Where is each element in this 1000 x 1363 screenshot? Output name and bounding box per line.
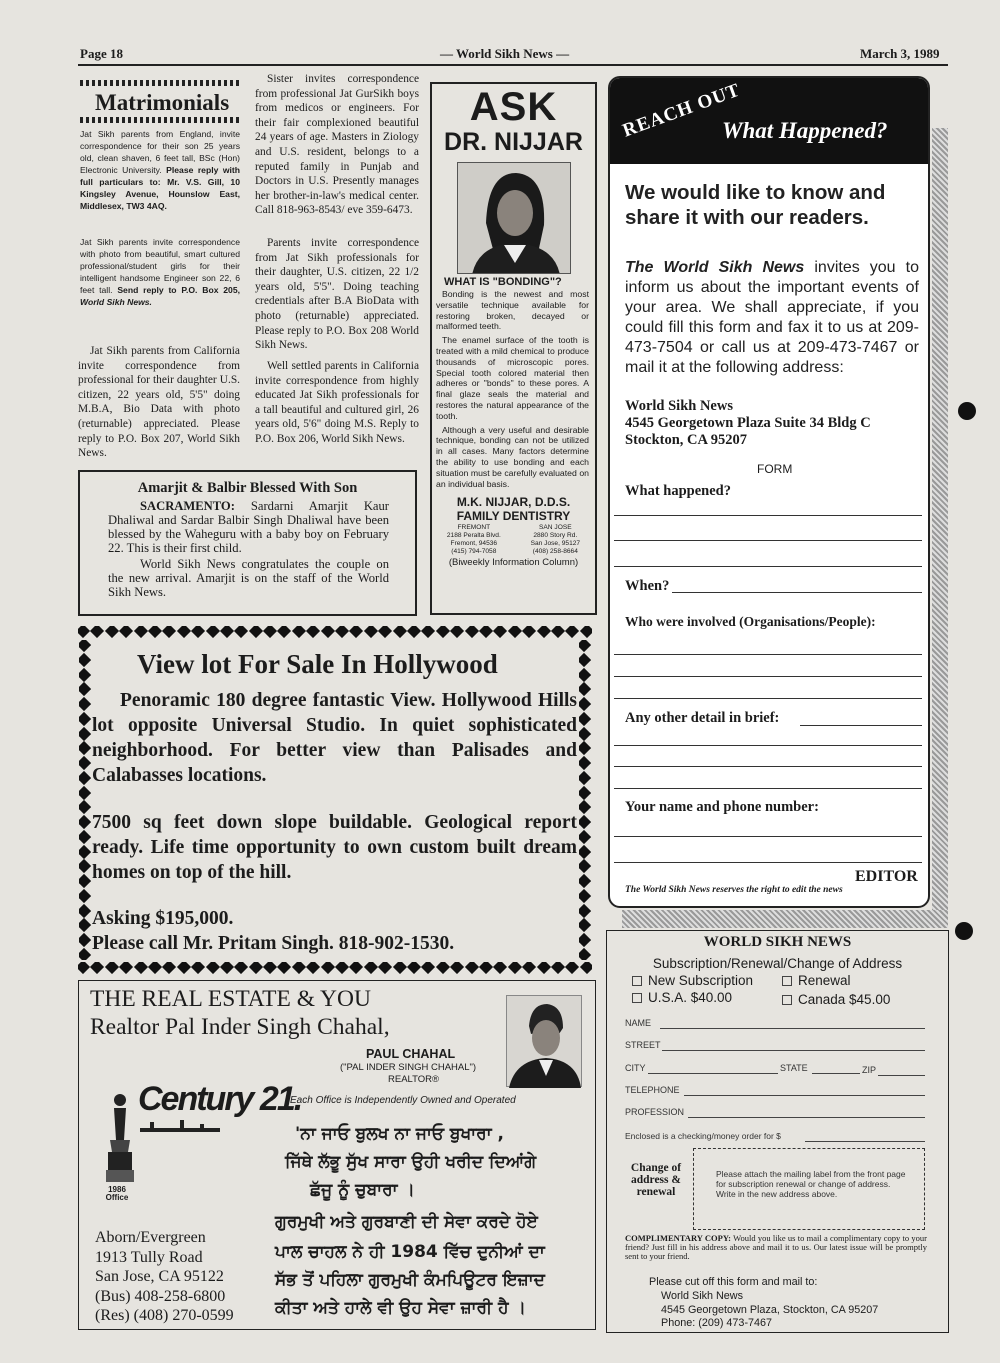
diamond-ornament [551, 626, 565, 638]
option-usa[interactable]: U.S.A. $40.00 [632, 990, 732, 1005]
diamond-ornament [407, 626, 421, 638]
diamond-ornament [105, 962, 119, 974]
lot-contact: Please call Mr. Pritam Singh. 818-902-1530. [92, 933, 455, 954]
change-address-label: Change of address & renewal [630, 1162, 682, 1198]
binder-hole-2 [955, 922, 973, 940]
diamond-ornament [306, 962, 320, 974]
name-label: NAME [625, 1018, 652, 1028]
lot-border-left [79, 640, 91, 960]
diamond-ornament [378, 962, 392, 974]
mail-line-1: World Sikh News [661, 1290, 743, 1302]
diamond-ornament [79, 844, 91, 858]
diamond-ornament [579, 697, 591, 711]
address-line-2: 1913 Tully Road [95, 1248, 203, 1266]
diamond-ornament [90, 626, 104, 638]
mail-line-2: 4545 Georgetown Plaza, Stockton, CA 95207 [661, 1304, 879, 1316]
q-who-line-2[interactable] [614, 676, 922, 677]
ask-paragraph-2: The enamel surface of the tooth is treated with a mild chemical to produce thousands of microscopic pores. Special tooth colored material then adheres or "bonds" to these pores. A final glaze seals the material and restores the natural appearance of the tooth. [436, 335, 589, 421]
paper-name: — World Sikh News — [440, 46, 570, 61]
diamond-ornament [436, 626, 450, 638]
reach-body-text: invites you to inform us about the important events of your area. We shall appreciate, if you could fill this form and fax it to us at 209-473-7504 or call us at 209-473-7467 or mail it at the following address: [625, 259, 919, 376]
diamond-ornament [79, 785, 91, 799]
ask-offices [432, 524, 595, 556]
diamond-ornament [436, 962, 450, 974]
reach-shadow-bottom [622, 910, 948, 928]
subscription-title: WORLD SIKH NEWS [703, 934, 852, 950]
diamond-ornament [205, 962, 219, 974]
state-field[interactable] [812, 1073, 860, 1074]
diamond-ornament [119, 626, 133, 638]
city-field[interactable] [648, 1073, 778, 1074]
diamond-ornament [79, 726, 91, 740]
diamond-ornament [79, 712, 91, 726]
reach-address-2: 4545 Georgetown Plaza Suite 34 Bldg C [625, 415, 871, 431]
q-detail-line-3[interactable] [614, 788, 922, 789]
diamond-ornament [579, 785, 591, 799]
ad-1-reply: Please reply with full particulars to: Mr. V.S. Gill, 10 Kingsley Avenue, Hounslow East, Middlesex, TW3 4AQ. [80, 165, 241, 211]
diamond-ornament [579, 741, 591, 755]
birth-paragraph-1: Sardarni Amarjit Kaur Dhaliwal and Sardar Balbir Singh Dhaliwal have been blessed by the Waheguru with a baby boy on February 22. This is their first child. [108, 499, 389, 555]
diamond-ornament [119, 962, 133, 974]
diamond-ornament [493, 626, 507, 638]
complimentary-label: COMPLIMENTARY COPY: [625, 1233, 732, 1243]
checkbox-canada[interactable] [782, 995, 792, 1005]
lot-price: Asking $195,000. [92, 908, 234, 929]
address-phone-res: (Res) (408) 270-0599 [95, 1307, 234, 1324]
century21-logo-mark [140, 1120, 228, 1134]
lot-title: View lot For Sale In Hollywood [137, 649, 498, 679]
diamond-ornament [191, 626, 205, 638]
q-when-label: When? [625, 578, 670, 594]
option-canada[interactable]: Canada $45.00 [782, 992, 890, 1007]
birth-announcement-title: Amarjit & Balbir Blessed With Son [137, 480, 358, 496]
diamond-ornament [421, 626, 435, 638]
diamond-ornament [364, 626, 378, 638]
q-who-line-3[interactable] [614, 698, 922, 699]
diamond-ornament [234, 962, 248, 974]
matrimonial-ad-3: Jat Sikh parents from California invite correspondence from professional for their daughter U.S. citizen, 22 years old, 5'5" doing M.B.A, Bio Data with photo (returnable) appreciated. Please reply to P.O. Box 207, World Sikh News. [78, 345, 240, 460]
diamond-ornament [579, 859, 591, 873]
reach-lead: We would like to know and share it with our readers. [625, 181, 886, 229]
diamond-ornament [450, 626, 464, 638]
diamond-ornament [464, 626, 478, 638]
q-name-phone-label: Your name and phone number: [625, 799, 819, 815]
diamond-ornament [536, 962, 550, 974]
diamond-ornament [579, 771, 591, 785]
matrimonial-ad-2 [80, 236, 240, 308]
ask-doctor-title: DR. NIJJAR [444, 128, 583, 156]
diamond-ornament [493, 962, 507, 974]
diamond-ornament [579, 726, 591, 740]
diamond-ornament [579, 918, 591, 932]
zip-field[interactable] [878, 1075, 925, 1076]
ad-2-text: Jat Sikh parents invite correspondence with photo from beautiful, smart cultured professional/student girls for their intelligent handsome Engineer son 22, 6 feet tall. [80, 237, 240, 295]
matrimonial-ad-5: Parents invite correspondence from Jat Sikh professionals for their daughter, U.S. citizen, 22 1/2 years old, 5'5". Doing teaching credentials after B.A BioData with photo (returnable) appreciated. Please reply to P.O. Box 208 World Sikh News. [255, 237, 419, 352]
diamond-ornament [79, 771, 91, 785]
address-line-1: Aborn/Evergreen [95, 1229, 206, 1246]
q-detail-label: Any other detail in brief: [625, 710, 780, 726]
reach-editor: EDITOR [855, 868, 918, 885]
address-line-3: San Jose, CA 95122 [95, 1268, 224, 1285]
diamond-ornament [79, 741, 91, 755]
diamond-ornament [133, 962, 147, 974]
diamond-ornament [579, 830, 591, 844]
gurmukhi-line-4: ਗੁਰਮੁਖੀ ਅਤੇ ਗੁਰਬਾਣੀ ਦੀ ਸੇਵਾ ਕਰਦੇ ਹੋਏ [275, 1212, 538, 1232]
diamond-ornament [450, 962, 464, 974]
doctor-portrait [457, 162, 571, 274]
diamond-ornament [220, 626, 234, 638]
diamond-ornament [277, 962, 291, 974]
diamond-ornament [464, 962, 478, 974]
office-fremont: FREMONT 2188 Peralta Blvd. Fremont, 94536 (415) 794-7058 [446, 524, 501, 556]
q-who-line-1[interactable] [614, 654, 922, 655]
diamond-ornament [579, 712, 591, 726]
street-field[interactable] [662, 1050, 925, 1051]
diamond-ornament [479, 626, 493, 638]
option-renewal[interactable]: Renewal [782, 973, 851, 988]
diamond-ornament [79, 653, 91, 667]
diamond-ornament [349, 962, 363, 974]
mailing-label-note: Please attach the mailing label from the front page for subscription renewal or change of address. Write in the new address above. [716, 1169, 906, 1199]
header-rule [78, 64, 948, 66]
telephone-label: TELEPHONE [625, 1085, 680, 1095]
page-number: Page 18 [80, 46, 123, 61]
mail-line-3: Phone: (209) 473-7467 [661, 1317, 773, 1329]
diamond-ornament [79, 933, 91, 947]
ask-title: ASK [469, 85, 558, 129]
office-san-jose: SAN JOSE 2880 Story Rd. San Jose, 95127 (408) 258-8664 [530, 524, 581, 556]
realtor-alias: ("PAL INDER SINGH CHAHAL") [340, 1062, 477, 1073]
diamond-ornament [79, 830, 91, 844]
profession-field[interactable] [688, 1117, 925, 1118]
diamond-ornament [335, 962, 349, 974]
diamond-ornament [79, 948, 91, 960]
diamond-ornament [105, 626, 119, 638]
matrimonial-ad-6: Well settled parents in California invite correspondence from highly educated Jat Sikh professionals for a tall beautiful and cultured girl, 26 years old, 5'6" doing M.S. Reply to P.O. Box 206, World Sikh News. [255, 360, 419, 445]
gurmukhi-line-6: ਸੱਭ ਤੋਂ ਪਹਿਲਾ ਗੁਰਮੁਖੀ ਕੰਮਪਿਊਟਰ ਇਜ਼ਾਦ [275, 1270, 545, 1290]
diamond-ornament [536, 626, 550, 638]
checkbox-renewal[interactable] [782, 976, 792, 986]
diamond-ornament [292, 962, 306, 974]
diamond-ornament [191, 962, 205, 974]
binder-hole-1 [958, 402, 976, 420]
reach-address-1: World Sikh News [625, 398, 733, 414]
diamond-ornament [79, 874, 91, 888]
diamond-ornament [79, 756, 91, 770]
checkbox-usa[interactable] [632, 993, 642, 1003]
q-what-happened-line-2[interactable] [614, 540, 922, 541]
matrimonial-ad-4: Sister invites correspondence from professional Jat GurSikh boys from medicos or engineers. For their fair complexioned beautiful 24 years of age. Masters in Ziology and U.S. resident, belongs to a reputed family in Punjab and Doctors in U.S. Presently manages her brother-in-law's medical center. Call 818-963-8543/ eve 359-6473. [255, 73, 419, 217]
q-detail-line-1[interactable] [614, 745, 922, 746]
diamond-ornament [580, 962, 592, 974]
reach-body [625, 258, 919, 378]
lot-paragraph-2: 7500 sq feet down slope buildable. Geological report ready. Life time opportunity to own custom built dream homes on top of the hill. [92, 812, 577, 883]
diamond-ornament [508, 962, 522, 974]
ask-paragraph-1: Bonding is the newest and most versatile technique available for restoring broken, decayed or malformed teeth. [436, 289, 589, 332]
birth-dateline: SACRAMENTO: [140, 499, 235, 513]
realtor-office-note: Each Office is Independently Owned and Operated [290, 1095, 516, 1106]
matrimonials-title: Matrimonials [95, 90, 230, 115]
reach-out-title: What Happened? [722, 118, 888, 143]
diamond-ornament [522, 962, 536, 974]
diamond-ornament [79, 697, 91, 711]
reach-out-tag: REACH OUT [619, 79, 744, 142]
diamond-ornament [79, 903, 91, 917]
diamond-ornament [79, 815, 91, 829]
complimentary-text: Would you like us to mail a complimentary copy to your friend? Just fill in his address above and mail it to us. Our latest issue will be promptly sent to your friend. [625, 1233, 927, 1261]
name-field[interactable] [660, 1028, 925, 1029]
diamond-ornament [148, 626, 162, 638]
gurmukhi-line-3: ਛੱਜੂ ਨੂੰ ਚੁਬਾਰਾ । [310, 1180, 415, 1200]
diamond-ornament [78, 962, 90, 974]
realtor-address [95, 1228, 234, 1326]
matrimonials-ornament-top [80, 80, 240, 86]
lot-paragraph-1: Penoramic 180 degree fantastic View. Hollywood Hills lot opposite Universal Studio. In quiet sophisticated neighborhood. For better view than Palisades and Calabasses locations. [92, 690, 577, 786]
diamond-ornament [364, 962, 378, 974]
reach-paper-name: The World Sikh News [625, 259, 805, 276]
award-label: 1986 Office [105, 1185, 129, 1202]
diamond-ornament [579, 667, 591, 681]
ad-1-text: Jat Sikh parents from England, invite correspondence for their son 25 years old, clean shaven, 6 feet tall, BSc (Hon) Electronic University. [80, 129, 240, 175]
ask-subtitle: WHAT IS "BONDING"? [444, 276, 562, 288]
diamond-ornament [580, 626, 592, 638]
q-detail-line-0[interactable] [800, 725, 922, 726]
ask-doctor-name: M.K. NIJJAR, D.D.S. [456, 495, 571, 510]
diamond-ornament [321, 626, 335, 638]
telephone-field[interactable] [684, 1095, 925, 1096]
matrimonials-ornament-bottom [80, 117, 240, 123]
diamond-ornament [292, 626, 306, 638]
ad-2-reply: Send reply to P.O. Box 205, [117, 285, 240, 295]
q-what-happened-line-1[interactable] [614, 515, 922, 516]
trophy-icon [100, 1090, 140, 1195]
reach-form-label: FORM [757, 462, 793, 476]
diamond-ornament [177, 626, 191, 638]
diamond-ornament [79, 859, 91, 873]
reach-disclaimer: The World Sikh News reserves the right to edit the news [625, 885, 843, 895]
reach-out-header [610, 78, 928, 164]
reach-shadow-right [932, 128, 948, 928]
diamond-ornament [263, 626, 277, 638]
diamond-ornament [277, 626, 291, 638]
real-estate-subtitle: Realtor Pal Inder Singh Chahal, [90, 1014, 390, 1040]
diamond-ornament [162, 626, 176, 638]
diamond-ornament [579, 756, 591, 770]
state-label: STATE [780, 1063, 808, 1073]
diamond-ornament [133, 626, 147, 638]
gurmukhi-line-7: ਕੀਤਾ ਅਤੇ ਹਾਲੇ ਵੀ ਉਹ ਸੇਵਾ ਜ਼ਾਰੀ ਹੈ । [275, 1298, 526, 1318]
q-what-happened-line-3[interactable] [614, 566, 922, 567]
century21-logo: Century 21. [138, 1080, 302, 1118]
diamond-ornament [79, 667, 91, 681]
diamond-ornament [579, 682, 591, 696]
city-label: CITY [625, 1063, 646, 1073]
diamond-ornament [349, 626, 363, 638]
diamond-ornament [306, 626, 320, 638]
option-new-subscription[interactable]: New Subscription [632, 973, 753, 988]
gurmukhi-line-5: ਪਾਲ ਚਾਹਲ ਨੇ ਹੀ 1984 ਵਿੱਚ ਦੁਨੀਆਂ ਦਾ [275, 1242, 545, 1262]
diamond-ornament [177, 962, 191, 974]
diamond-ornament [79, 682, 91, 696]
complimentary-copy [625, 1234, 927, 1260]
diamond-ornament [522, 626, 536, 638]
diamond-ornament [220, 962, 234, 974]
diamond-ornament [79, 800, 91, 814]
ad-2-paper: World Sikh News. [80, 297, 152, 307]
street-label: STREET [625, 1040, 661, 1050]
q-name-phone-line-2[interactable] [614, 862, 922, 863]
diamond-ornament [579, 903, 591, 917]
reach-address-3: Stockton, CA 95207 [625, 432, 748, 448]
diamond-ornament [579, 933, 591, 947]
enclosed-amount-field[interactable] [805, 1141, 925, 1142]
diamond-ornament [378, 626, 392, 638]
diamond-ornament [335, 626, 349, 638]
enclosed-label: Enclosed is a checking/money order for $ [625, 1131, 781, 1141]
diamond-ornament [90, 962, 104, 974]
subscription-subtitle: Subscription/Renewal/Change of Address [652, 956, 903, 971]
diamond-ornament [393, 626, 407, 638]
diamond-ornament [579, 653, 591, 667]
diamond-ornament [565, 626, 579, 638]
diamond-ornament [205, 626, 219, 638]
diamond-ornament [249, 626, 263, 638]
diamond-ornament [579, 948, 591, 960]
diamond-ornament [79, 918, 91, 932]
diamond-ornament [407, 962, 421, 974]
q-detail-line-2[interactable] [614, 766, 922, 767]
realtor-title: REALTOR® [388, 1074, 439, 1085]
diamond-ornament [249, 962, 263, 974]
real-estate-title: THE REAL ESTATE & YOU [90, 986, 371, 1012]
diamond-ornament [508, 626, 522, 638]
diamond-ornament [78, 626, 90, 638]
gurmukhi-line-1: 'ਨਾ ਜਾਓ ਬੁਲਖ ਨਾ ਜਾਓ ਬੁਖਾਰਾ , [295, 1124, 504, 1144]
diamond-ornament [565, 962, 579, 974]
diamond-ornament [551, 962, 565, 974]
realtor-portrait [506, 995, 582, 1087]
diamond-ornament [393, 962, 407, 974]
issue-date: March 3, 1989 [860, 46, 940, 61]
diamond-ornament [579, 844, 591, 858]
diamond-ornament [579, 800, 591, 814]
q-who-label: Who were involved (Organisations/People): [625, 614, 876, 629]
diamond-ornament [479, 962, 493, 974]
q-name-phone-line-1[interactable] [614, 836, 922, 837]
diamond-ornament [79, 889, 91, 903]
q-what-happened-label: What happened? [625, 483, 731, 499]
diamond-ornament [148, 962, 162, 974]
birth-announcement-body [80, 497, 415, 555]
mailing-label-area[interactable] [693, 1148, 925, 1230]
q-when-field[interactable] [672, 592, 922, 593]
ask-footer: (Biweekly Information Column) [448, 557, 579, 569]
profession-label: PROFESSION [625, 1107, 685, 1117]
diamond-ornament [263, 962, 277, 974]
ask-practice: FAMILY DENTISTRY [456, 509, 571, 524]
gurmukhi-line-2: ਜਿੱਥੇ ਲੱਭੂ ਸੁੱਖ ਸਾਰਾ ਉਹੀ ਖਰੀਦ ਦਿਆਂਗੇ [285, 1152, 537, 1172]
lot-border-right [579, 640, 591, 960]
birth-announcement-box [78, 470, 417, 616]
diamond-ornament [579, 640, 591, 652]
ask-dr-nijjar-box [430, 82, 597, 615]
diamond-ornament [579, 874, 591, 888]
diamond-ornament [579, 889, 591, 903]
checkbox-new-subscription[interactable] [632, 976, 642, 986]
zip-label: ZIP [862, 1065, 877, 1075]
diamond-ornament [321, 962, 335, 974]
diamond-ornament [579, 815, 591, 829]
realtor-name: PAUL CHAHAL [366, 1047, 456, 1061]
diamond-ornament [162, 962, 176, 974]
birth-paragraph-2: World Sikh News congratulates the couple on the new arrival. Amarjit is on the staff of the World Sikh News. [108, 557, 389, 599]
matrimonial-ad-1 [80, 128, 240, 212]
ask-paragraph-3: Although a very useful and desirable technique, bonding can not be utilized in all cases. Many factors determine the ability to use bonding and each situation must be carefully evaluated on an individual basis. [436, 424, 589, 489]
lot-border-bottom [78, 962, 592, 974]
address-phone-bus: (Bus) 408-258-6800 [95, 1287, 226, 1305]
diamond-ornament [79, 640, 91, 652]
lot-border-top [78, 626, 592, 638]
diamond-ornament [234, 626, 248, 638]
mail-instruction: Please cut off this form and mail to: [649, 1276, 818, 1288]
diamond-ornament [421, 962, 435, 974]
